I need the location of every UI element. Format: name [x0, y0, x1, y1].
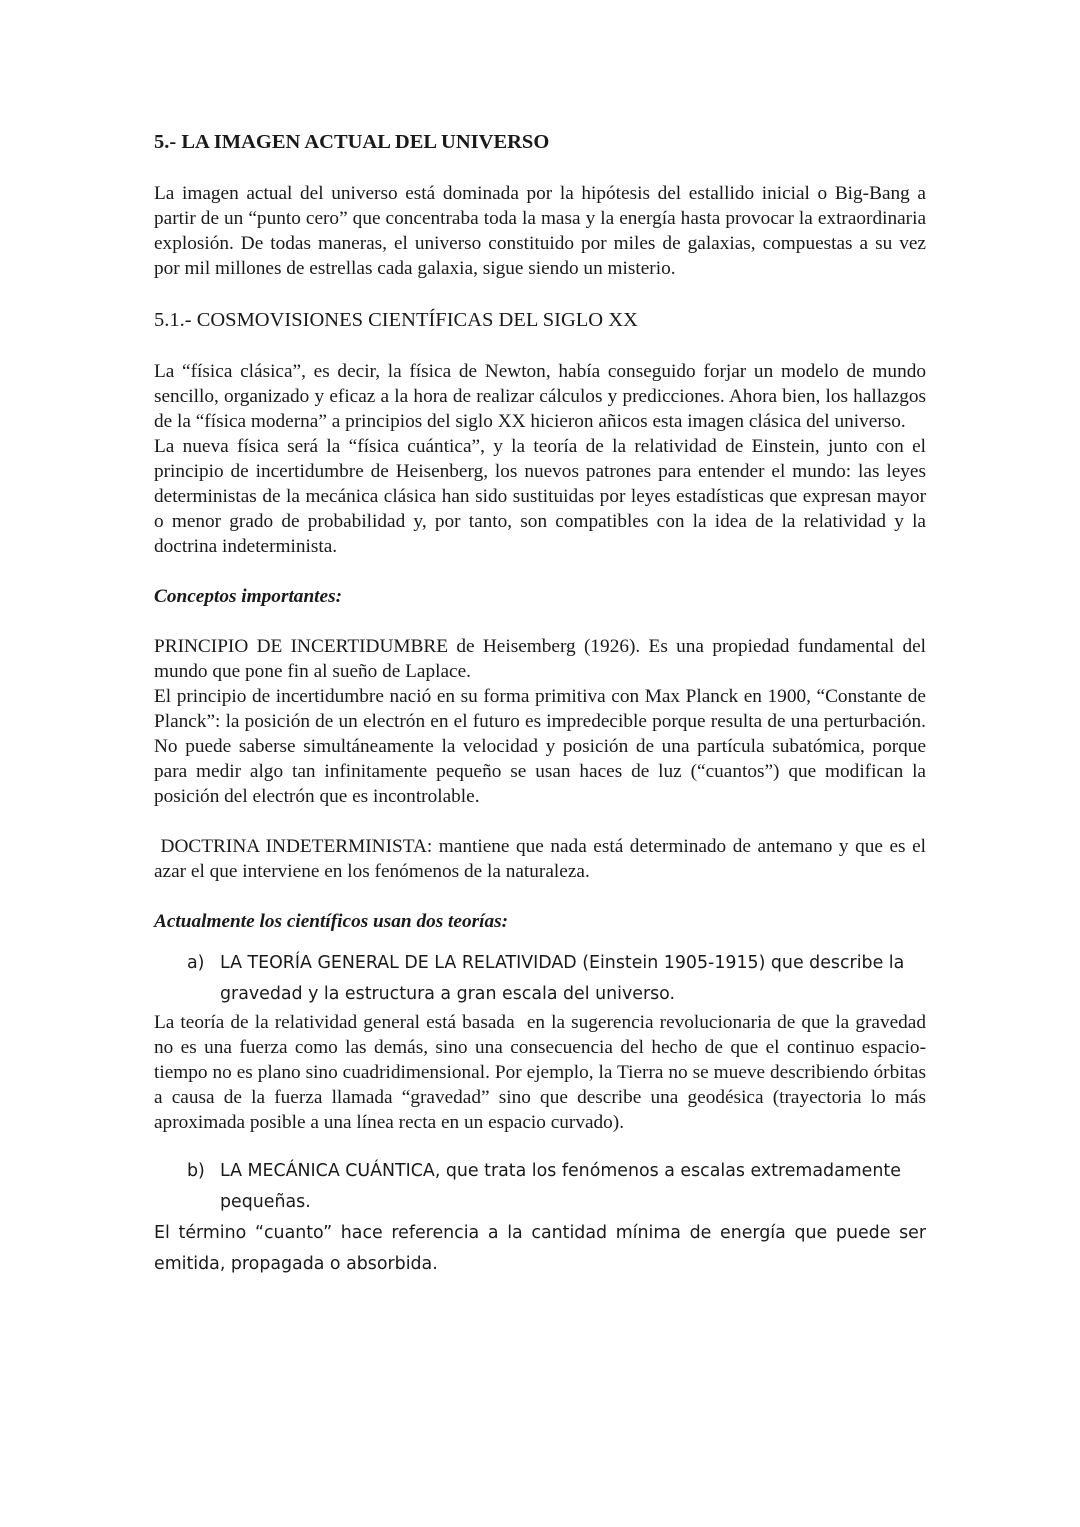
relativity-paragraph: La teoría de la relatividad general está basada en la sugerencia revolucionaria de que la gravedad no es una fuerza como las demás, sino una consecuencia del hecho de que el continuo espacio-tiempo no es plano sino cuadridimensional. Por ejemplo, la Tierra no se mueve describiendo órbitas a causa de la fuerza llamada “gravedad” sino que describe una geodésica (trayectoria lo más aproximada posible a una línea recta en un espacio curvado). — [154, 1012, 931, 1133]
section-title: 5.- LA IMAGEN ACTUAL DEL UNIVERSO — [154, 131, 550, 153]
document-page — [154, 128, 931, 1280]
classical-physics-paragraph: La “física clásica”, es decir, la física de Newton, había conseguido forjar un modelo de mundo sencillo, organizado y eficaz a la hora de realizar cálculos y predicciones. Ahora bien, los hallazgos de la “física moderna” a principios del siglo XX hicieron añicos esta imagen clásica del universo. — [154, 361, 926, 432]
theory-b-text: LA MECÁNICA CUÁNTICA, que trata los fenómenos a escalas extremadamente pequeñas. — [220, 1161, 901, 1212]
indeterminism-definition: DOCTRINA INDETERMINISTA: mantiene que nada está determinado de antemano y que es el azar el que interviene en los fenómenos de la naturaleza. — [154, 836, 931, 882]
concepts-heading: Conceptos importantes: — [154, 586, 343, 607]
uncertainty-definition: PRINCIPIO DE INCERTIDUMBRE de Heisemberg (1926). Es una propiedad fundamental del mundo que pone fin al sueño de Laplace. — [154, 636, 926, 682]
theory-b-item — [154, 1156, 926, 1218]
theory-a-text: LA TEORÍA GENERAL DE LA RELATIVIDAD (Einstein 1905-1915) que describe la gravedad y la estructura a gran escala del universo. — [220, 953, 905, 1004]
theories-heading: Actualmente los científicos usan dos teorías: — [154, 911, 509, 932]
intro-paragraph: La imagen actual del universo está dominada por la hipótesis del estallido inicial o Big-Bang a partir de un “punto cero” que concentraba toda la masa y la energía hasta provocar la extraordinaria explosión. De todas maneras, el universo constituido por miles de galaxias, compuestas a su vez por mil millones de estrellas cada galaxia, sigue siendo un misterio. — [154, 183, 926, 279]
subsection-title: 5.1.- COSMOVISIONES CIENTÍFICAS DEL SIGLO XX — [154, 309, 638, 331]
theory-a-item — [154, 948, 926, 1010]
theory-a-marker: a) — [187, 953, 205, 973]
quantum-physics-paragraph: La nueva física será la “física cuántica”, y la teoría de la relatividad de Einstein, junto con el principio de incertidumbre de Heisenberg, los nuevos patrones para entender el mundo: las leyes deterministas de la mecánica clásica han sido sustituidas por leyes estadísticas que expresan mayor o menor grado de probabilidad y, por tanto, son compatibles con la idea de la relatividad y la doctrina indeterminista. — [154, 436, 926, 557]
uncertainty-explanation: El principio de incertidumbre nació en su forma primitiva con Max Planck en 1900, “Constante de Planck”: la posición de un electrón en el futuro es impredecible porque resulta de una perturbación. No puede saberse simultáneamente la velocidad y posición de una partícula subatómica, porque para medir algo tan infinitamente pequeño se usan haces de luz (“cuantos”) que modifican la posición del electrón que es incontrolable. — [154, 686, 926, 807]
theory-b-marker: b) — [187, 1161, 205, 1181]
quantum-definition-paragraph: El término “cuanto” hace referencia a la cantidad mínima de energía que puede ser emitida, propagada o absorbida. — [154, 1223, 926, 1274]
